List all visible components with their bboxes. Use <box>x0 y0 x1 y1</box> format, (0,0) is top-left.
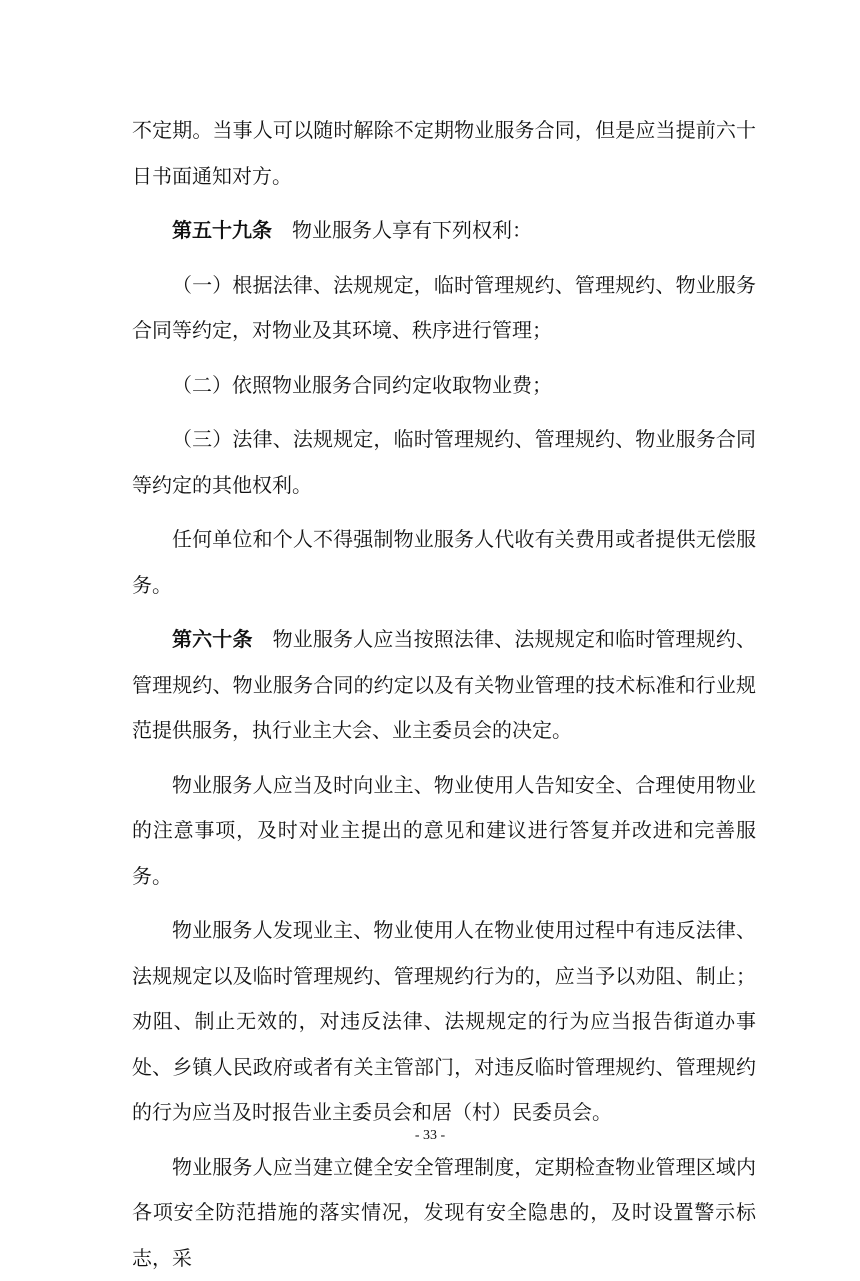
article-60-paragraph-2 <box>132 763 756 900</box>
paragraph-text: （三）法律、法规规定，临时管理规约、管理规约、物业服务合同等约定的其他权利。 <box>132 427 756 497</box>
article-number: 第五十九条 <box>172 218 272 242</box>
article-59-item-3 <box>132 417 756 508</box>
article-60-paragraph-4 <box>132 1145 756 1281</box>
article-59-item-2 <box>132 363 756 409</box>
paragraph-continuation <box>132 108 756 199</box>
paragraph-text: 物业服务人应当及时向业主、物业使用人告知安全、合理使用物业的注意事项，及时对业主提出的意见和建议进行答复并改进和完善服务。 <box>132 773 756 888</box>
page-number: - 33 - <box>0 1128 860 1144</box>
article-number: 第六十条 <box>172 627 253 651</box>
paragraph-text: 物业服务人应当建立健全安全管理制度，定期检查物业管理区域内各项安全防范措施的落实情况，发现有安全隐患的，及时设置警示标志，采 <box>132 1155 756 1270</box>
document-body <box>132 108 756 1281</box>
paragraph-text: 物业服务人享有下列权利： <box>292 218 532 242</box>
paragraph-text: （一）根据法律、法规规定，临时管理规约、管理规约、物业服务合同等约定，对物业及其环境、秩序进行管理； <box>132 273 756 343</box>
paragraph-text: 任何单位和个人不得强制物业服务人代收有关费用或者提供无偿服务。 <box>132 527 756 597</box>
article-60-heading-paragraph <box>132 617 756 754</box>
paragraph-text: 物业服务人应当按照法律、法规规定和临时管理规约、管理规约、物业服务合同的约定以及有关物业管理的技术标准和行业规范提供服务，执行业主大会、业主委员会的决定。 <box>132 627 756 742</box>
article-60-paragraph-3 <box>132 908 756 1136</box>
article-59-heading-paragraph <box>132 208 756 254</box>
article-59-item-1 <box>132 263 756 354</box>
article-59-paragraph-2 <box>132 517 756 608</box>
paragraph-text: 物业服务人发现业主、物业使用人在物业使用过程中有违反法律、法规规定以及临时管理规约、管理规约行为的，应当予以劝阻、制止；劝阻、制止无效的，对违反法律、法规规定的行为应当报告街道办事处、乡镇人民政府或者有关主管部门，对违反临时管理规约、管理规约的行为应当及时报告业主委员会和居（村）民委员会。 <box>132 918 756 1124</box>
paragraph-text: 不定期。当事人可以随时解除不定期物业服务合同，但是应当提前六十日书面通知对方。 <box>132 118 756 188</box>
paragraph-text: （二）依照物业服务合同约定收取物业费； <box>172 373 552 397</box>
